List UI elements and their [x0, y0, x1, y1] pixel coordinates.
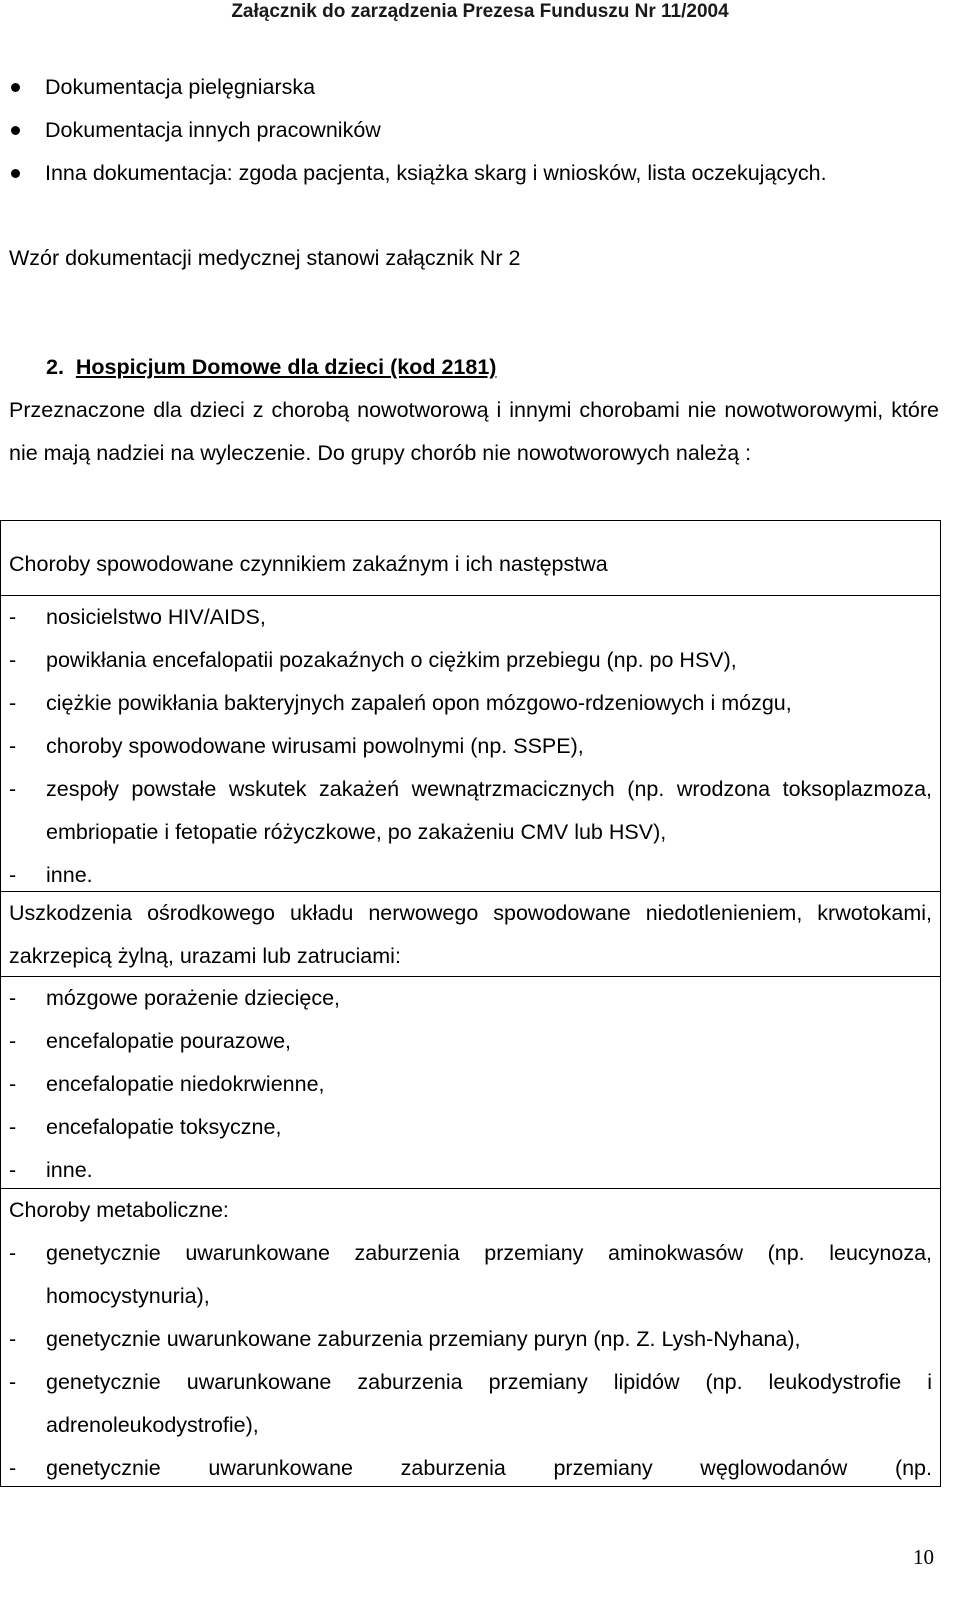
- section-title: [46, 346, 496, 389]
- section-title-text: Hospicjum Domowe dla dzieci (kod 2181): [75, 355, 497, 379]
- documentation-bullet-list: [0, 66, 940, 195]
- bullet-item: Inna dokumentacja: zgoda pacjenta, książka skarg i wniosków, lista oczekujących.: [0, 152, 940, 195]
- block1-item: - choroby spowodowane wirusami powolnymi (np. SSPE),: [9, 734, 584, 758]
- block2-item: - inne.: [9, 1158, 93, 1182]
- section-number: 2.: [46, 355, 64, 379]
- block2-item: - encefalopatie toksyczne,: [9, 1115, 282, 1139]
- block1-item: - powikłania encefalopatii pozakaźnych o ciężkim przebiegu (np. po HSV),: [9, 648, 737, 672]
- bullet-icon: [11, 126, 20, 135]
- block2-title-cell: [0, 891, 941, 976]
- block2-item: - encefalopatie niedokrwienne,: [9, 1072, 325, 1096]
- block1-item: - zespoły powstałe wskutek zakażeń wewnątrzmacicznych (np. wrodzona toksoplazmoza, embriopatie i fetopatie różyczkowe, po zakażeniu CMV lub HSV),: [9, 777, 932, 844]
- block3-item: - genetycznie uwarunkowane zaburzenia przemiany lipidów (np. leukodystrofie i adrenoleukodystrofie),: [9, 1370, 932, 1437]
- bullet-item: Dokumentacja innych pracowników: [0, 109, 940, 152]
- page-number: 10: [913, 1545, 934, 1569]
- block1-title: Choroby spowodowane czynnikiem zakaźnym i ich następstwa: [9, 552, 608, 576]
- block1-item: - ciężkie powikłania bakteryjnych zapaleń opon mózgowo-rdzeniowych i mózgu,: [9, 691, 792, 715]
- block1-item: - inne.: [9, 863, 93, 887]
- block2-title: Uszkodzenia ośrodkowego układu nerwowego spowodowane niedotlenieniem, krwotokami, zakrzepicą żylną, urazami lub zatruciami:: [9, 901, 932, 968]
- block2-item: - mózgowe porażenie dziecięce,: [9, 986, 340, 1010]
- block3-cell: [0, 1188, 941, 1487]
- block2-item: - encefalopatie pourazowe,: [9, 1029, 292, 1053]
- block3-item: - genetycznie uwarunkowane zaburzenia przemiany węglowodanów (np.: [9, 1456, 932, 1480]
- bullet-icon: [11, 83, 20, 92]
- block3-item: - genetycznie uwarunkowane zaburzenia przemiany aminokwasów (np. leucynoza, homocystynuria),: [9, 1241, 932, 1308]
- bullet-icon: [11, 169, 20, 178]
- block1-title-cell: [0, 520, 941, 595]
- bullet-item: Dokumentacja pielęgniarska: [0, 66, 940, 109]
- page-header: Załącznik do zarządzenia Prezesa Funduszu Nr 11/2004: [231, 1, 729, 22]
- block3-item: - genetycznie uwarunkowane zaburzenia przemiany puryn (np. Z. Lysh-Nyhana),: [9, 1327, 801, 1351]
- block2-items-cell: [0, 976, 941, 1188]
- block1-items-cell: [0, 595, 941, 891]
- wzor-text: Wzór dokumentacji medycznej stanowi załącznik Nr 2: [9, 246, 521, 270]
- block3-title: Choroby metaboliczne:: [9, 1198, 229, 1222]
- intro-paragraph: Przeznaczone dla dzieci z chorobą nowotworową i innymi chorobami nie nowotworowymi, które nie mają nadziei na wyleczenie. Do grupy chorób nie nowotworowych należą :: [9, 398, 939, 465]
- block1-item: - nosicielstwo HIV/AIDS,: [9, 605, 266, 629]
